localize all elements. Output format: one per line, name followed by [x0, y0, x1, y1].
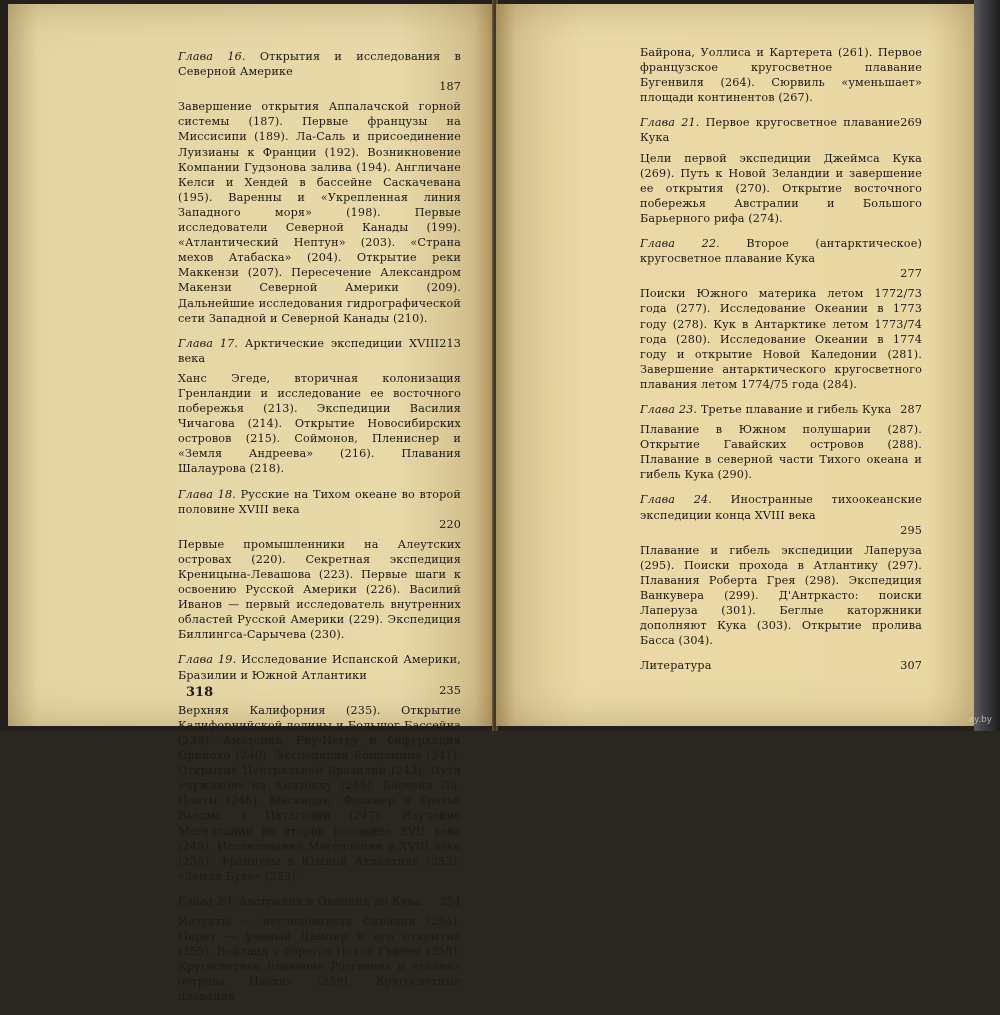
- chapter-title: Открытия и исследования в Северной Америке: [178, 50, 461, 79]
- chapter-sections: Поиски Южного материка летом 1772/73 года (277). Исследование Океании в 1773 году (278). Кук в Антарктике летом 1773/74 года (280). Исследование Океании в 1774 году и открытие Новой Каледонии (281). Завершение антарктического кругосветного плавания летом 1774/75 года (284).: [640, 287, 922, 391]
- chapter-title: Исследование Испанской Америки, Бразилии и Южной Атлантики: [178, 653, 461, 682]
- chapter-title: Третье плавание и гибель Кука: [700, 402, 892, 416]
- toc-entry-ch16: [178, 49, 461, 326]
- chapter-heading: [640, 402, 922, 417]
- page-number: 318: [186, 685, 214, 700]
- chapter-title: Иностранные тихоокеанские экспедиции конца XVIII века: [640, 493, 922, 522]
- chapter-title: Первое кругосветное плавание Кука: [640, 116, 901, 145]
- toc-entry-ch21: [640, 115, 922, 226]
- chapter-page: 187: [439, 80, 461, 94]
- chapter-number: Глава 17.: [178, 336, 239, 350]
- chapter-heading: [178, 487, 461, 532]
- chapter-number: Глава 23.: [640, 402, 698, 416]
- chapter-page: 295: [900, 523, 922, 537]
- toc-entry-ch20: [178, 894, 461, 1005]
- toc-entry-literature: [640, 658, 922, 673]
- toc-entry-ch24: [640, 492, 922, 648]
- chapter-heading: [178, 49, 461, 94]
- chapter-number: Глава 18.: [178, 487, 236, 501]
- chapter-title: Русские на Тихом океане во второй половине XVIII века: [178, 487, 461, 516]
- chapter-number: Глава 19.: [178, 653, 237, 667]
- chapter-page: 269: [900, 116, 922, 130]
- toc-entry-ch19: [178, 652, 461, 883]
- chapter-number: Глава 20.: [178, 894, 236, 908]
- chapter-page: 213: [439, 336, 461, 350]
- chapter-sections: Первые промышленники на Алеутских островах (220). Секретная экспедиция Креницына-Левашова (223). Первые шаги к освоению Русской Америки (226). Василий Иванов — первый исследователь внутренних областей Русской Америки (229). Экспедиция Биллингса-Сарычева (230).: [178, 537, 461, 642]
- toc-entry-ch18: [178, 487, 461, 643]
- toc-entry-ch17: [178, 336, 461, 477]
- chapter-heading: [178, 336, 461, 366]
- toc-entry-ch22: [640, 236, 922, 392]
- chapter-heading: [640, 236, 922, 281]
- chapter-page: 287: [900, 402, 922, 416]
- watermark: ay.by: [968, 715, 992, 725]
- chapter-page: 254: [439, 894, 461, 908]
- chapter-heading: [640, 492, 922, 537]
- chapter-sections: Плавание в Южном полушарии (287). Открытие Гавайских островов (288). Плавание в северной части Тихого океана и гибель Кука (290).: [640, 423, 922, 482]
- chapter-sections: Плавание и гибель экспедиции Лаперуза (295). Поиски прохода в Атлантику (297). Плавания Роберта Грея (298). Экспедиция Ванкувера (299). Д'Антркасто: поиски Лаперуза (301). Беглые каторжники дополняют Кука (303). Открытие пролива Басса (304).: [640, 543, 922, 648]
- chapter-sections: Цели первой экспедиции Джеймса Кука (269). Путь к Новой Зеландии и завершение ее открытия (270). Открытие восточного побережья Австралии и Большого Барьерного рифа (274).: [640, 151, 922, 225]
- chapter-sections: Завершение открытия Аппалачской горной системы (187). Первые французы на Миссисипи (189). Ла-Саль и присоединение Луизианы к Франции (192). Возникновение Компании Гудзонова залива (194). Англичане Келси и Хендей в бассейне Саскачевана (195). Варенны и «Укрепленная линия Западного моря» (198). Первые исследователи Северной Канады (199). «Атлантический Нептун» (203). «Страна мехов Атабаска» (204). Открытие реки Маккензи (207). Пересечение Александром Макензи Северной Америки (209). Дальнейшие исследования гидрографической сети Западной и Северной Канады (210).: [178, 100, 461, 325]
- chapter-heading: [640, 115, 922, 145]
- chapter-title: Второе (антарктическое) кругосветное плавание Кука: [640, 237, 922, 266]
- chapter-heading: [178, 894, 461, 909]
- chapter-number: Глава 24.: [640, 493, 712, 507]
- left-contents: [178, 49, 461, 1015]
- chapter-number: Глава 21.: [640, 116, 700, 130]
- chapter-page: 307: [900, 659, 922, 673]
- toc-entry-ch23: [640, 402, 922, 482]
- right-page: [496, 4, 974, 726]
- chapter-page: 220: [439, 517, 461, 531]
- chapter-title: Арктические экспедиции XVIII века: [178, 336, 440, 365]
- chapter-heading: [640, 658, 922, 673]
- chapter-sections: Иезуиты — исследователи Океании (254). Пират — ученый Дампир и его открытия (255). Вейланд у берегов Новой Гвинеи (258). Кругосветное плавание Роггевена и «тайна» острова Пасхи» (259). Кругосветные плавания: [178, 914, 461, 1004]
- chapter-title: Литература: [640, 659, 712, 673]
- chapter-sections: Верхняя Калифорния (235). Открытие Калифорнийской долины и Большог Бассейна (238). Амазонка, Риу-Негру и бифуркация Ориноко (240). Экспедиция Кондамина (241). Открытие Центральной Бразилии (243). Пути «чужаков» на Амазонку (245). Бассейн Ла-Платы (246). Маскарди, Фолкнер и братья Вьедма в Патагонии (247). Изучение Магеллании во второй половине XVII века (249). Исследование Магеллании в XVIII веке (250). Французы в Южной Атлантике (252). «Земля Буве» (253).: [178, 703, 461, 883]
- right-contents: [640, 45, 922, 683]
- chapter-page: 235: [439, 683, 461, 697]
- chapter-sections: Ханс Эгеде, вторичная колонизация Гренландии и исследование ее восточного побережья (213). Экспедиции Василия Чичагова (214). Открытие Новосибирских островов (215). Соймонов, Плениснер и «Земля Андреева» (216). Плавания Шалаурова (218).: [178, 371, 461, 476]
- chapter-number: Глава 22.: [640, 237, 720, 251]
- left-page: [8, 4, 494, 1004]
- book-cover-edge: [974, 0, 1000, 731]
- chapter-number: Глава 16.: [178, 50, 246, 63]
- continued-text: Байрона, Уоллиса и Картерета (261). Первое французское кругосветное плавание Бугенвиля (264). Сюрвиль «уменьшает» площади континентов (267).: [640, 46, 922, 105]
- chapter-page: 277: [900, 267, 922, 281]
- chapter-title: Австралия и Океания до Кука: [238, 894, 422, 908]
- chapter-heading: [178, 652, 461, 697]
